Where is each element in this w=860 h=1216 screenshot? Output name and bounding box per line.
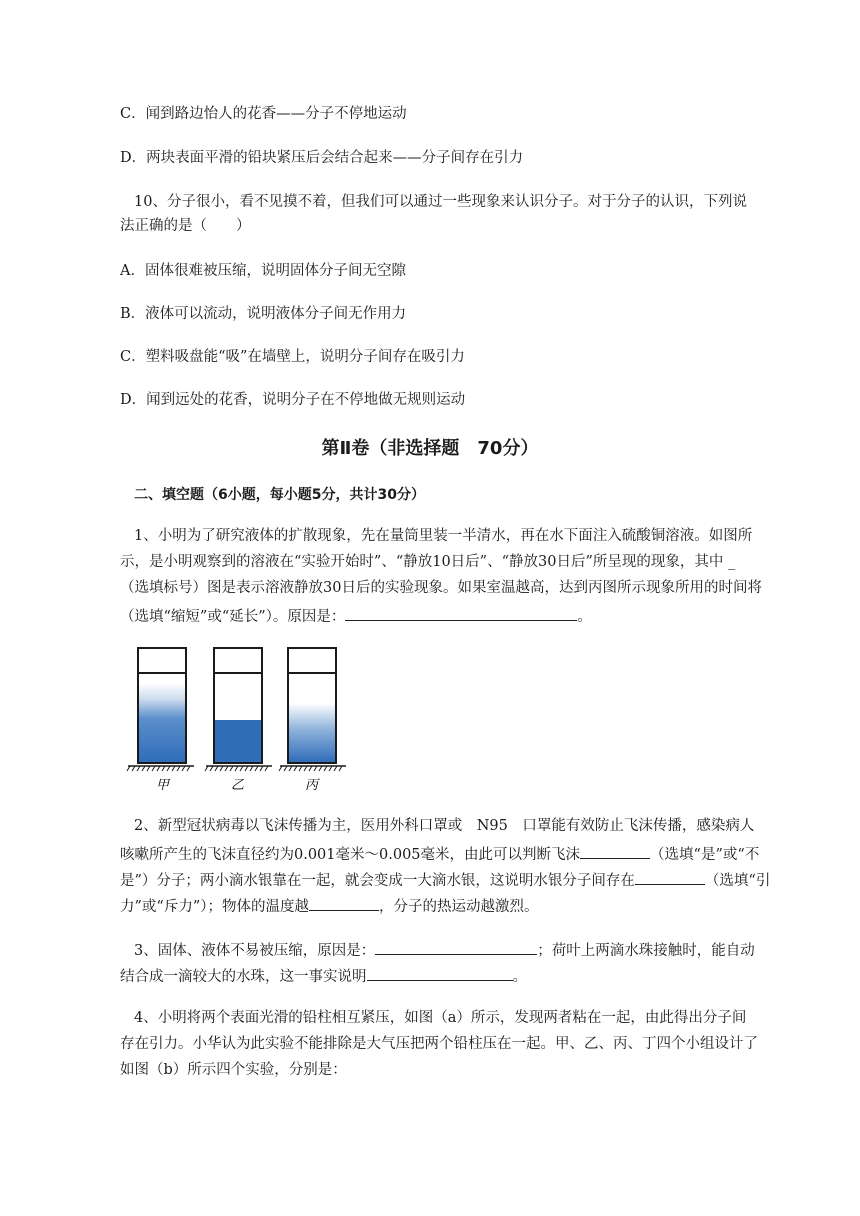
answer-blank[interactable] bbox=[345, 604, 577, 621]
question-10-line1: 10、分子很小，看不见摸不着，但我们可以通过一些现象来认识分子。对于分子的认识，下列说 bbox=[134, 194, 747, 210]
fill-3-line1 bbox=[134, 938, 755, 961]
sub-title: 二、填空题（6小题，每小题5分，共计30分） bbox=[134, 487, 425, 503]
fill-2-line1: 2、新型冠状病毒以飞沫传播为主，医用外科口罩或 N95 口罩能有效防止飞沫传播，感染病人 bbox=[134, 818, 755, 834]
fill-2-line2 bbox=[120, 842, 759, 865]
fill-4-line2: 存在引力。小华认为此实验不能排除是大气压把两个铅柱压在一起。甲、乙、丙、丁四个小组设计了 bbox=[120, 1036, 758, 1052]
fill-3-line2-text: 结合成一滴较大的水珠，这一事实说明 bbox=[120, 969, 367, 985]
fill-3-line1-end: ；荷叶上两滴水珠接触时，能自动 bbox=[537, 943, 755, 959]
cylinder-yi bbox=[214, 648, 262, 763]
fill-2-line2-end: （选填“是”或“不 bbox=[650, 847, 760, 863]
fill-2-line4-text: 力”或“斥力”）；物体的温度越 bbox=[120, 899, 309, 915]
answer-blank[interactable] bbox=[367, 964, 513, 981]
fill-2-line2-text: 咳嗽所产生的飞沫直径约为0.001毫米～0.005毫米，由此可以判断飞沫 bbox=[120, 847, 581, 863]
fill-1-line4 bbox=[120, 604, 592, 627]
fill-1-line2: 示，是小明观察到的溶液在“实验开始时”、“静放10日后”、“静放30日后”所呈现的现象，其中 _ bbox=[120, 554, 736, 570]
fill-1-line3: （选填标号）图是表示溶液静放30日后的实验现象。如果室温越高，达到丙图所示现象所用的时间将 bbox=[120, 580, 762, 596]
ground-lines bbox=[127, 766, 346, 771]
fill-2-line3-end: （选填“引 bbox=[704, 873, 771, 889]
option-10d: D．闻到远处的花香，说明分子在不停地做无规则运动 bbox=[120, 392, 466, 408]
cylinder-jia bbox=[138, 648, 186, 763]
fill-1-line1: 1、小明为了研究液体的扩散现象，先在量筒里装一半清水，再在水下面注入硫酸铜溶液。如图所 bbox=[134, 528, 753, 544]
answer-blank[interactable] bbox=[635, 868, 705, 885]
question-10-line2: 法正确的是（ ） bbox=[120, 218, 251, 234]
fill-2-line4-end: ，分子的热运动越激烈。 bbox=[379, 899, 539, 915]
answer-blank[interactable] bbox=[375, 938, 537, 955]
fill-2-line3-text: 是”）分子；两小滴水银靠在一起，就会变成一大滴水银，这说明水银分子间存在 bbox=[120, 873, 635, 889]
fill-2-line3 bbox=[120, 868, 770, 891]
option-10c: C．塑料吸盘能“吸”在墙壁上，说明分子间存在吸引力 bbox=[120, 349, 465, 365]
option-9d: D．两块表面平滑的铅块紧压后会结合起来——分子间存在引力 bbox=[120, 150, 524, 166]
fill-4-line1: 4、小明将两个表面光滑的铅柱相互紧压，如图（a）所示，发现两者粘在一起，由此得出分子间 bbox=[134, 1010, 747, 1026]
cylinder-bing bbox=[288, 648, 336, 763]
fill-3-line2 bbox=[120, 964, 527, 987]
option-10a: A．固体很难被压缩，说明固体分子间无空隙 bbox=[120, 263, 406, 279]
option-9c: C．闻到路边怡人的花香——分子不停地运动 bbox=[120, 106, 407, 122]
option-10b: B．液体可以流动，说明液体分子间无作用力 bbox=[120, 306, 407, 322]
fill-3-line2-end: 。 bbox=[512, 969, 527, 985]
fill-4-line3: 如图（b）所示四个实验，分别是： bbox=[120, 1062, 347, 1078]
cylinders-svg bbox=[126, 645, 348, 795]
section-title: 第Ⅱ卷（非选择题 70分） bbox=[321, 438, 539, 459]
fill-3-line1-text: 3、固体、液体不易被压缩，原因是： bbox=[134, 943, 376, 959]
fill-1-line4-end: 。 bbox=[577, 609, 592, 625]
label-yi: 乙 bbox=[231, 778, 245, 793]
fill-2-line4 bbox=[120, 894, 539, 917]
label-bing: 丙 bbox=[305, 778, 319, 793]
answer-blank[interactable] bbox=[580, 842, 650, 859]
fill-1-line4-text: （选填“缩短”或“延长”）。原因是： bbox=[120, 609, 346, 625]
label-jia: 甲 bbox=[156, 778, 170, 793]
diffusion-figure bbox=[126, 645, 348, 795]
answer-blank[interactable] bbox=[309, 894, 379, 911]
